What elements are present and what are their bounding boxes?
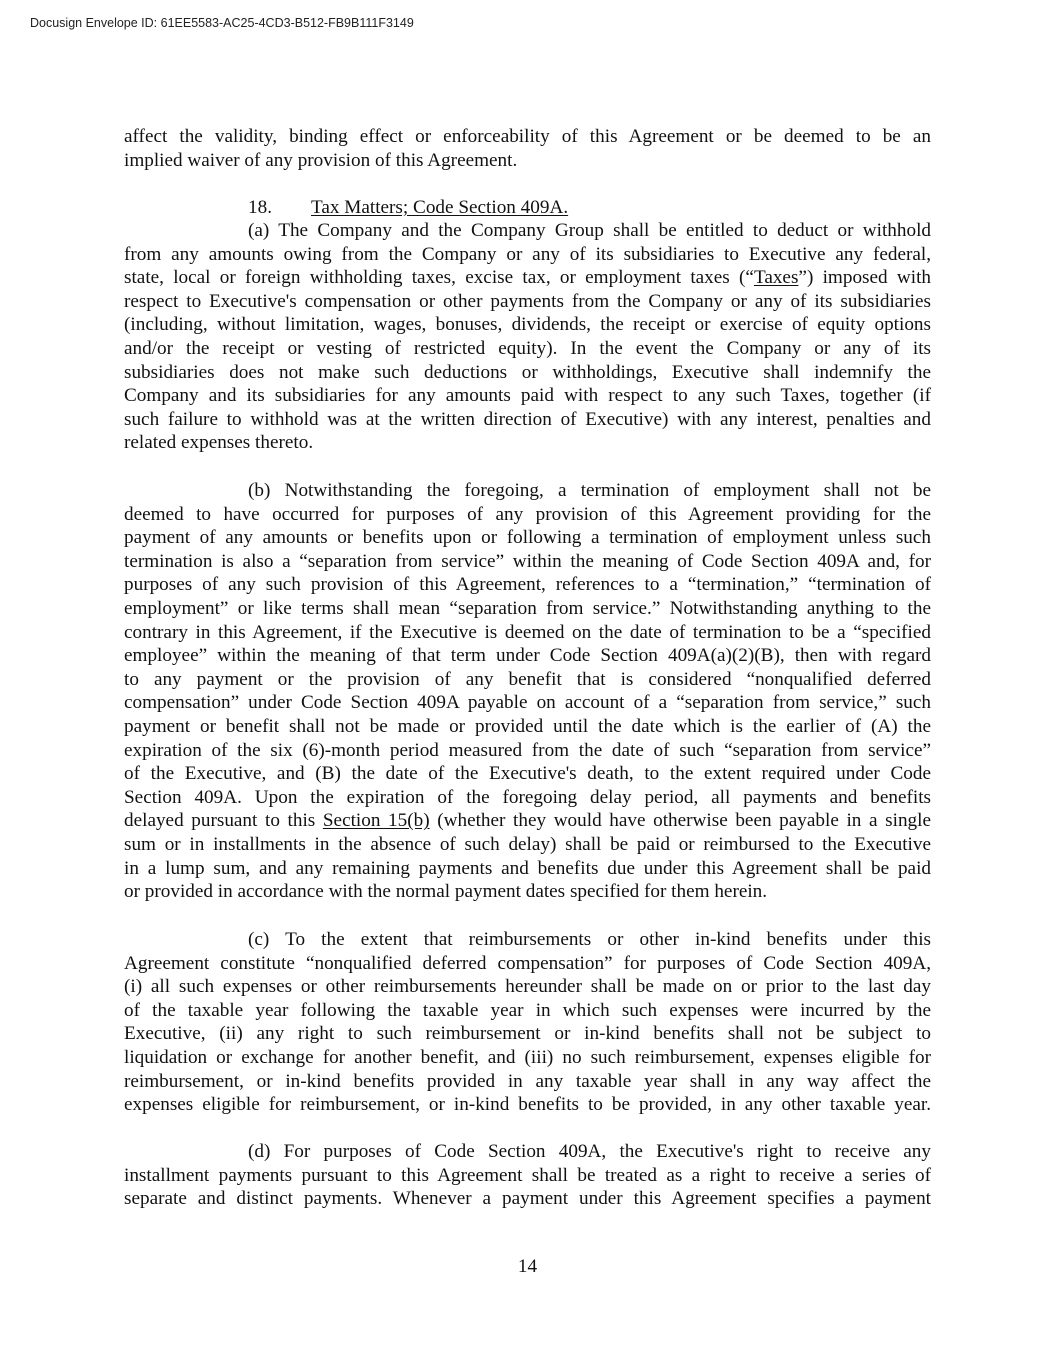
text-line: employee” within the meaning of that term under Code Section 409A(a)(2)(B), then with regard — [124, 645, 931, 667]
text-line: installment payments pursuant to this Agreement shall be treated as a right to receive a series of — [124, 1164, 931, 1186]
text-line: to any payment or the provision of any benefit that is considered “nonqualified deferred — [124, 668, 931, 690]
section-number: 18. — [248, 197, 272, 218]
paragraph-b — [124, 479, 931, 904]
text-line: subsidiaries does not make such deductions or withholdings, Executive shall indemnify the — [124, 361, 931, 383]
text-line: liquidation or exchange for another benefit, and (iii) no such reimbursement, expenses eligible for — [124, 1046, 931, 1068]
docusign-envelope-id: Docusign Envelope ID: 61EE5583-AC25-4CD3-B512-FB9B111F3149 — [30, 16, 414, 30]
paragraph-a — [124, 219, 931, 455]
text-line: Company and its subsidiaries for any amounts paid with respect to any such Taxes, together (if — [124, 385, 931, 407]
text-line: (d) For purposes of Code Section 409A, the Executive's right to receive any — [248, 1141, 931, 1162]
text-line: reimbursement, or in-kind benefits provided in any taxable year shall in any way affect the — [124, 1070, 931, 1092]
text-line: (b) Notwithstanding the foregoing, a termination of employment shall not be — [248, 480, 931, 501]
text-line: employment” or like terms shall mean “separation from service.” Notwithstanding anything to the — [124, 597, 931, 619]
text-segment: state, local or foreign withholding taxes, excise tax, or employment taxes (“ — [124, 267, 754, 289]
text-line: (i) all such expenses or other reimbursements hereunder shall be made on or prior to the last day — [124, 976, 931, 998]
text-line: from any amounts owing from the Company or any of its subsidiaries to Executive any federal, — [124, 243, 931, 265]
text-line — [124, 266, 931, 290]
text-line: (c) To the extent that reimbursements or other in-kind benefits under this — [248, 929, 931, 950]
text-line: separate and distinct payments. Whenever a payment under this Agreement specifies a payment — [124, 1188, 931, 1210]
text-line: Section 409A. Upon the expiration of the foregoing delay period, all payments and benefits — [124, 786, 931, 808]
text-line: payment of any amounts or benefits upon or following a termination of employment unless such — [124, 527, 931, 549]
text-line: respect to Executive's compensation or other payments from the Company or any of its subsidiaries — [124, 290, 931, 312]
text-line: expenses eligible for reimbursement, or in-kind benefits to be provided, in any other taxable year. — [124, 1094, 931, 1116]
text-line: (a) The Company and the Company Group shall be entitled to deduct or withhold — [248, 220, 931, 241]
text-line: implied waiver of any provision of this Agreement. — [124, 149, 518, 171]
defined-term-taxes: Taxes — [753, 267, 799, 289]
text-line: of the Executive, and (B) the date of the Executive's death, to the extent required under Code — [124, 763, 931, 785]
text-line: deemed to have occurred for purposes of any provision of this Agreement providing for the — [124, 503, 931, 525]
section-heading — [248, 196, 568, 220]
text-line: termination is also a “separation from service” within the meaning of Code Section 409A and, for — [124, 550, 931, 572]
text-line: affect the validity, binding effect or enforceability of this Agreement or be deemed to be an — [124, 126, 931, 147]
text-line: compensation” under Code Section 409A payable on account of a “separation from service,” such — [124, 692, 931, 714]
text-line: of the taxable year following the taxable year in which such expenses were incurred by the — [124, 999, 931, 1021]
text-segment: (whether they would have otherwise been payable in a single — [429, 810, 931, 832]
text-line — [124, 809, 931, 833]
text-line: or provided in accordance with the normal payment dates specified for them herein. — [124, 881, 768, 903]
section-reference-link[interactable]: Section 15(b) — [322, 810, 430, 832]
text-segment: delayed pursuant to this — [124, 810, 323, 832]
paragraph-c — [124, 928, 931, 1117]
text-line: in a lump sum, and any remaining payments and benefits due under this Agreement shall be paid — [124, 857, 931, 879]
text-line: sum or in installments in the absence of such delay) shall be paid or reimbursed to the Executive — [124, 833, 931, 855]
text-line: (including, without limitation, wages, bonuses, dividends, the receipt or exercise of equity options — [124, 314, 931, 336]
text-segment: ”) imposed with — [798, 267, 931, 289]
text-line: Executive, (ii) any right to such reimbursement or in-kind benefits shall not be subject to — [124, 1023, 931, 1045]
text-line: purposes of any such provision of this Agreement, references to a “termination,” “termination of — [124, 574, 931, 596]
continuation-paragraph — [124, 125, 931, 172]
text-line: contrary in this Agreement, if the Executive is deemed on the date of termination to be a “specified — [124, 621, 931, 643]
text-line: payment or benefit shall not be made or provided until the date which is the earlier of (A) the — [124, 715, 931, 737]
page-number: 14 — [517, 1256, 538, 1277]
text-line: and/or the receipt or vesting of restricted equity). In the event the Company or any of its — [124, 337, 931, 359]
text-line: such failure to withhold was at the written direction of Executive) with any interest, penalties and — [124, 408, 931, 430]
text-line: expiration of the six (6)-month period measured from the date of such “separation from service” — [124, 739, 931, 761]
text-line: related expenses thereto. — [124, 432, 314, 454]
section-title: Tax Matters; Code Section 409A. — [311, 197, 569, 218]
text-line: Agreement constitute “nonqualified deferred compensation” for purposes of Code Section 409A, — [124, 952, 931, 974]
paragraph-d — [124, 1140, 931, 1211]
